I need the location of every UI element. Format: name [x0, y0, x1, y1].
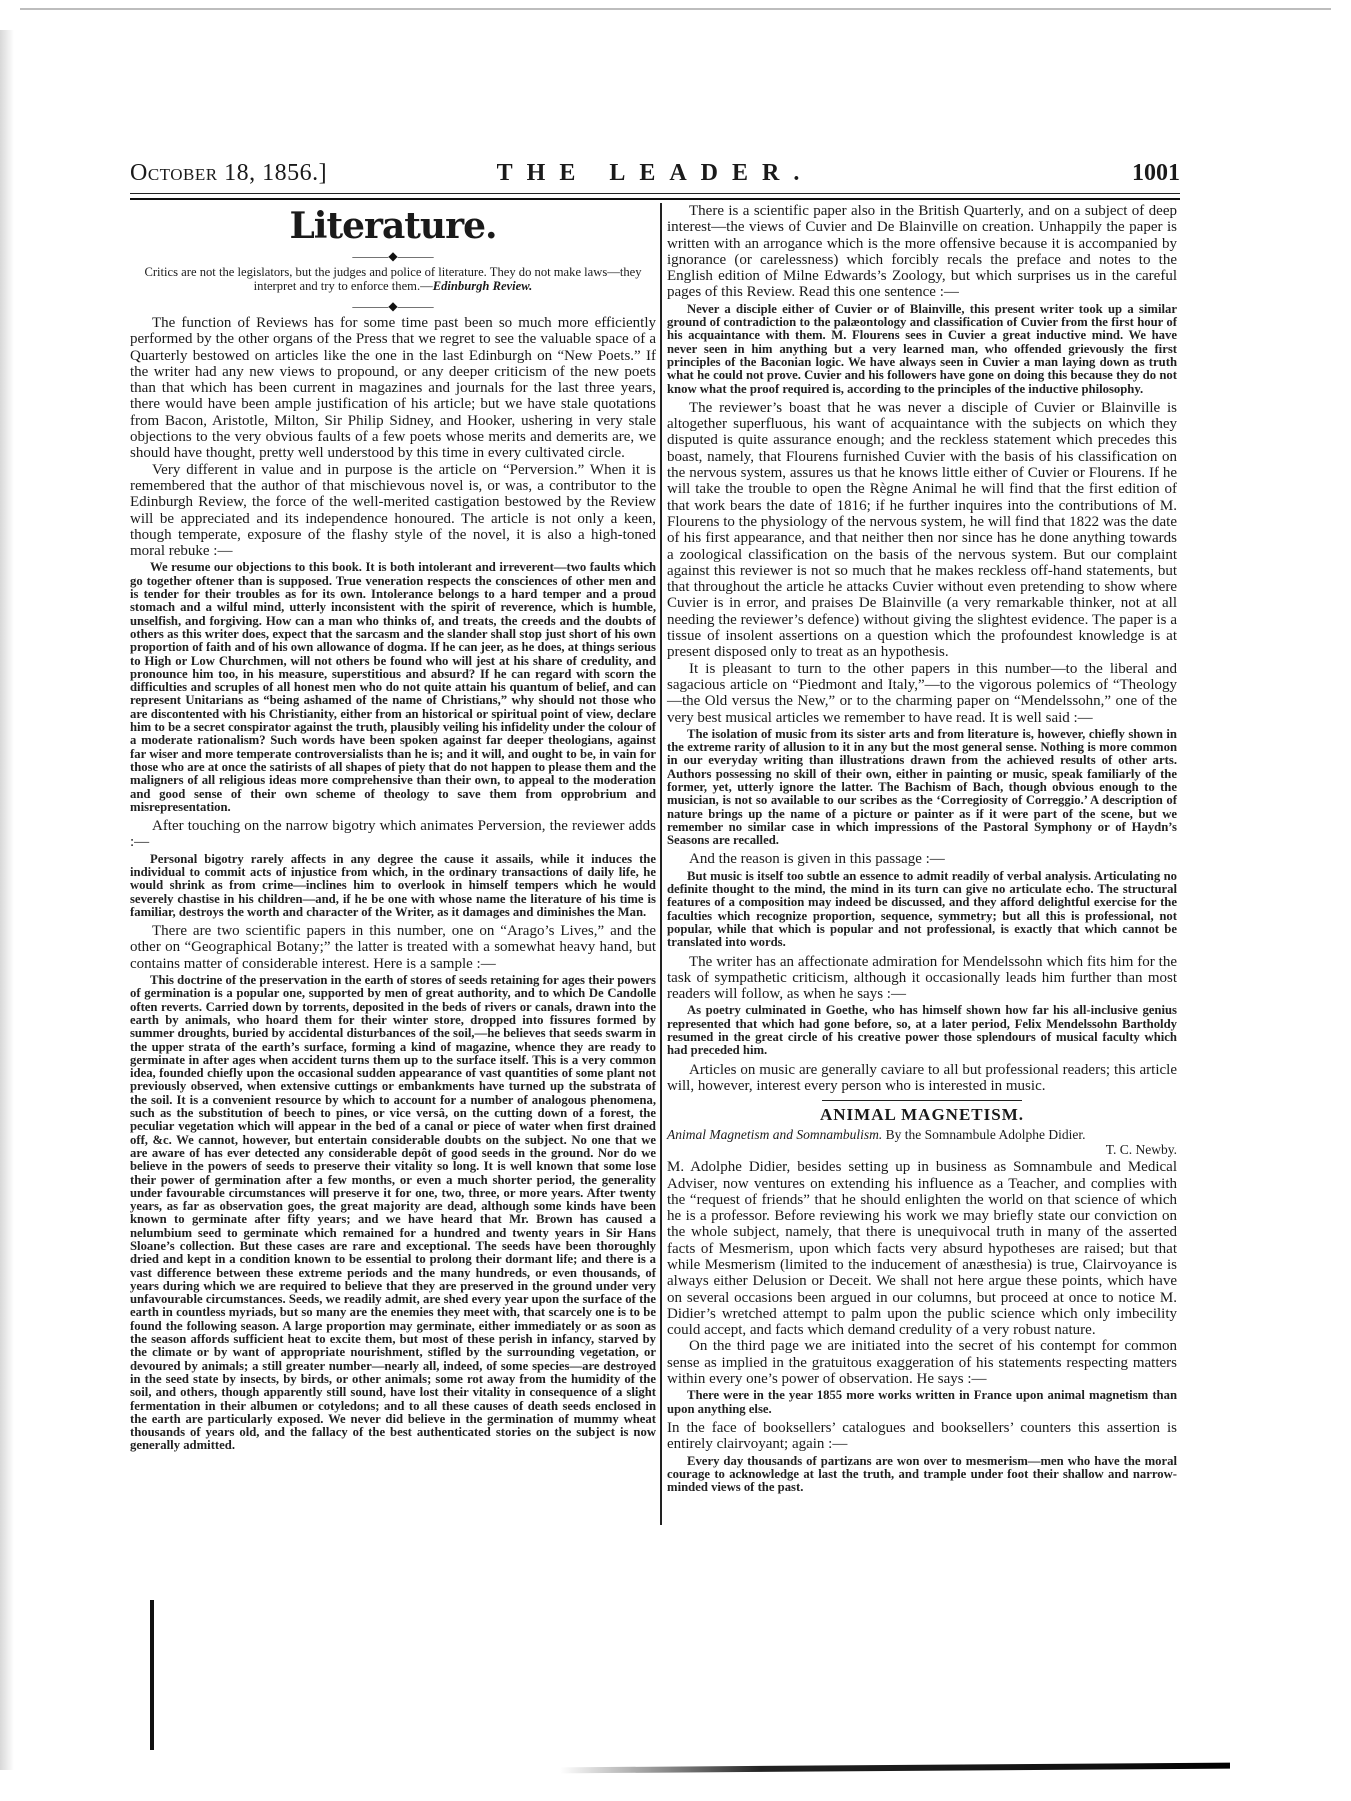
citation-title: Animal Magnetism and Somnambulism. [667, 1127, 883, 1143]
paragraph: The function of Reviews has for some time past been so much more efficiently performed by the other organs of the Press that we regret to see the valuable space of a Quarterly bestowed on articles like the one in the last Edinburgh on “New Poets.” If the writer had any new views to propound, or any deeper criticism of the new poets than that which has been current in magazines and journals for the last three years, there would have been ample justification of his article; but we have stale quotations from Bacon, Aristotle, Milton, Sir Philip Sidney, and Hooker, ushering in very stale objections to the very obvious faults of a few poets whose merits and demerits are, we should have thought, pretty well understood by this time in every cultivated circle. [130, 315, 656, 462]
paragraph: In the face of booksellers’ catalogues and booksellers’ counters this assertion is entirely clairvoyant; again :— [667, 1419, 1177, 1453]
block-quote: Personal bigotry rarely affects in any degree the cause it assails, while it induces the individual to commit acts of injustice from which, in the ordinary transactions of daily life, he would shrink as from crime—inclines him to overlook in himself tempers which he would severely chastise in his children—and, if he be one with whose name the literature of his time is familiar, destroys the worth and character of the Writer, as it damages and diminishes the Man. [130, 851, 656, 919]
issue-date-month: October [130, 160, 218, 186]
block-quote: The isolation of music from its sister arts and from literature is, however, chiefly shown in the extreme rarity of allusion to it in any but the most general sense. Nothing is more common in our everyday writing than illustrations drawn from the achieved results of other arts. Authors possessing no skill of their own, either in painting or music, speak familiarly of the former, yet, utterly ignore the latter. The Bachism of Bach, though obvious enough to the musician, is not so available to our scribes as the ‘Corregiosity of Correggio.’ A description of nature brings up the name of a picture or painter as if it were part of the scene, but we remember no similar case in which impressions of the Pastoral Symphony or of Haydn’s Seasons are recalled. [667, 726, 1177, 848]
article-rule [822, 1100, 1022, 1101]
epigraph-source: Edinburgh Review. [432, 279, 533, 293]
right-column [667, 203, 1177, 1498]
block-quote: But music is itself too subtle an essence to admit readily of verbal analysis. Articulating no definite thought to the mind, the mind in its turn can give no articulate echo. The structural features of a composition may indeed be discussed, and they afford delightful exercise for the faculties which recognize proportion, sequence, symmetry; but all this is professional, not popular, while that which is popular and not professional, is exactly that which cannot be translated into words. [667, 868, 1177, 950]
block-quote: Never a disciple either of Cuvier or of Blainville, this present writer took up a similar ground of contradiction to the palæontology and classification of Cuvier from the first hour of his acquaintance with them. M. Flourens sees in Cuvier a great inductive mind. We have never seen in him anything but a very learned man, who offended grievously the first principles of the Baconian logic. We have always seen in Cuvier a man laying down as truth what he could not prove. Cuvier and his followers have gone on doing this because they do not know what the proof required is, according to the principles of the inductive philosophy. [667, 301, 1177, 396]
bottom-edge-smudge [560, 1763, 1230, 1774]
paragraph: Very different in value and in purpose is the article on “Perversion.” When it is remembered that the author of that mischievous novel is, or was, a contributor to the Edinburgh Review, the force of the well-merited castigation bestowed by the Review will be appreciated and its independence honoured. The article is not only a keen, though temperate, exposure of the flashy style of the novel, it is also a high-toned moral rebuke :— [130, 461, 656, 560]
paragraph: After touching on the narrow bigotry which animates Perversion, the reviewer adds :— [130, 818, 656, 851]
book-citation [667, 1127, 1177, 1142]
ornament-divider-2: ———◆——— [352, 299, 434, 313]
citation-author: By the Somnambule Adolphe Didier. [885, 1127, 1086, 1143]
left-column [130, 203, 656, 1457]
paragraph: The writer has an affectionate admiration for Mendelssohn which fits him for the task of sympathetic criticism, although it occasionally leads him further than most readers will follow, as when he says :— [667, 953, 1177, 1003]
block-quote: There were in the year 1855 more works written in France upon animal magnetism than upon anything else. [667, 1388, 1177, 1416]
paragraph: The reviewer’s boast that he was never a disciple of Cuvier or Blainville is altogether superfluous, his want of acquaintance with the subjects on which they disputed is quite assurance enough; and the reckless statement which precedes this boast, namely, that Flourens furnished Cuvier with the basis of his classification on the nervous system, assures us that he knows little either of Cuvier or Flourens. If he will take the trouble to open the Règne Animal he will find that the first edition of that work bears the date of 1816; if he further inquires into the contributions of M. Flourens to the physiology of the nervous system, he will find that 1822 was the date of his first appearance, and that neither then nor since has he done anything towards a zoological classification on the basis of the nervous system. But our complaint against this reviewer is not so much that he makes reckless off-hand statements, but that throughout the article he attacks Cuvier without even pretending to show where Cuvier is in error, and praises De Blainville (a very remarkable thinker, not at all needing the reviewer’s defence) without giving the slightest evidence. The paper is a tissue of insolent assertions on a question which the profoundest knowledge is at present disposed only to treat as an hypothesis. [667, 399, 1177, 661]
section-title: Literature. [289, 205, 497, 247]
page-number: 1001 [1132, 160, 1180, 186]
paragraph: On the third page we are initiated into the secret of his contempt for common sense as implied in the gratuitous exaggeration of his statements respecting matters within every one’s power of observation. He says :— [667, 1338, 1177, 1388]
header-rule [130, 193, 1180, 200]
column-divider [660, 203, 662, 1525]
masthead: THE LEADER. [496, 160, 814, 186]
epigraph [130, 265, 656, 293]
top-edge-rule [20, 8, 1331, 10]
paragraph: M. Adolphe Didier, besides setting up in business as Somnambule and Medical Adviser, now ventures on extending his influence as a Teacher, and complies with the “request of friends” that he should enlighten the world on that science of which he is a professor. Before reviewing his work we may briefly state our conviction on the whole subject, namely, that there is unequivocal truth in many of the asserted facts of Mesmerism, upon which facts very absurd hypotheses are raised; but that while Mesmerism (limited to the inducement of anæsthesia) is true, Clairvoyance is always either Delusion or Deceit. We shall not here argue these points, which have on several occasions been argued in our columns, but proceed at once to notice M. Didier’s wretched attempt to palm upon the public science which only imbecility could accept, and facts which demand credulity of a very robust nature. [667, 1159, 1177, 1339]
page-header [130, 150, 1180, 190]
block-quote: As poetry culminated in Goethe, who has himself shown how far his all-inclusive genius represented that which had gone before, so, at a later period, Felix Mendelssohn Bartholdy resumed in the great circle of his creative power those splendours of musical faculty which had preceded him. [667, 1003, 1177, 1058]
block-quote: This doctrine of the preservation in the earth of stores of seeds retaining for ages their powers of germination is a popular one, supported by men of great authority, and to which De Candolle often reverts. Carried down by torrents, deposited in the beds of rivers or canals, drawn into the earth by animals, who hoard them for their winter store, dropped into fissures formed by summer droughts, buried by accidental disturbances of the soil,—he believes that seeds swarm in the upper strata of the earth’s surface, forming a kind of magazine, whence they are ready to germinate in after ages when accident turns them up to the surface itself. This is a very common idea, founded chiefly upon the occasional sudden appearance of vast quantities of some plant not previously observed, when extensive cuttings or embankments have turned up the substrata of the soil. It is a convenient resource by which to account for a number of analogous phenomena, such as the substitution of beech to pines, or vice versâ, on the cutting down of a forest, the peculiar vegetation which will appear in the bed of a canal or piece of water when first drained off, &c. We cannot, however, but entertain considerable doubts on the subject. No one that we are aware of has ever detected any considerable depôt of good seeds in the ground. Nor do we believe in the powers of seeds to preserve their vitality so long. It is well known that some lose their power of germination after a few months, or even a much shorter period, the generality under favourable circumstances will preserve it for one, two, three, or more years. After twenty years, as far as observation goes, the great majority are dead, although some kinds have been known to germinate after fifty years; and we have heard that Mr. Brown has caused a nelumbium seed to germinate which remained for a hundred and twenty years in Sir Hans Sloane’s collection. But these cases are rare and exceptional. The seeds have been thoroughly dried and kept in a condition known to be essential to prolong their dormant life; and there is a vast difference between these extreme periods and the many hundreds, or even thousands, of years during which we are required to believe that they are preserved in the ground under very unfavourable circumstances. Seeds, we readily admit, are shed every year upon the surface of the earth in countless myriads, but so many are the enemies they meet with, that scarcely one is to be found the following season. A large proportion may germinate, either immediately or as soon as the season affords sufficient heat to excite them, but most of these perish in infancy, starved by the climate or by want of appropriate nourishment, stifled by the surrounding vegetation, or devoured by animals; a still greater number—nearly all, indeed, of some species—are destroyed in the seed state by insects, by birds, or other animals; some rot away from the humidity of the soil, and others, though apparently still sound, have lost their vitality in consequence of a slight fermentation in their albumen or cotyledons; and to all these causes of death seeds enclosed in the earth are particularly exposed. We never did believe in the germination of mummy wheat thousands of years old, and the fallacy of the best authenticated stories on the subject is now generally admitted. [130, 973, 656, 1453]
epigraph-text: Critics are not the legislators, but the judges and police of literature. They do not make laws—they interpret and try to enforce them.— [144, 265, 642, 293]
issue-date-rest: 18, 1856.] [224, 160, 328, 186]
paragraph: And the reason is given in this passage :— [689, 851, 945, 868]
binding-shadow [0, 30, 14, 1770]
binding-mark [150, 1600, 154, 1750]
ornament-divider: ———◆——— [352, 249, 434, 263]
block-quote: We resume our objections to this book. It is both intolerant and irreverent—two faults which go together oftener than is supposed. True veneration respects the consciences of other men and is tender for their troubles as for its own. Intolerance belongs to a hard temper and a proud stomach and a wilful mind, utterly inconsistent with the spirit of reverence, which is humble, unselfish, and forgiving. How can a man who thinks of, and treats, the creeds and the doubts of others as this writer does, expect that the sarcasm and the slander shall stop just short of his own proportion of faith and of his own allowance of dogma. If he can jeer, as he does, at things serious to High or Low Churchmen, will not others be found who will jest at his share of credulity, and pronounce him too, in his measure, superstitious and absurd? If he can regard with scorn the difficulties and scruples of all honest men who do not quite attain his quantum of belief, and can represent Unitarians as “being ashamed of the name of Christians,” why should not those who are discontented with his Christianity, either from an historical or spiritual point of view, declare him to be a secret conspirator against the truth, plausibly veiling his infidelity under the colour of a moderate rationalism? Such words have been spoken against far deeper theologians, against far wiser and more temperate controversialists than he is; and it will, and ought to be, in vain for those who are at once the satirists of all shapes of piety that do not happen to please them and the maligners of all religious ideas more comprehensive than their own, to appeal to the moderation and good sense of their own scheme of theology to save them from opprobrium and misrepresentation. [130, 560, 656, 814]
paragraph: There are two scientific papers in this number, one on “Arago’s Lives,” and the other on “Geographical Botany;” the latter is treated with a somewhat heavy hand, but contains matter of considerable interest. Here is a sample :— [130, 923, 656, 972]
article-heading: ANIMAL MAGNETISM. [819, 1105, 1024, 1125]
paragraph: It is pleasant to turn to the other papers in this number—to the liberal and sagacious article on “Piedmont and Italy,”—to the vigorous polemics of “Theology—the Old versus the New,” or to the charming paper on “Mendelssohn,” one of the very best musical articles we remember to have read. It is well said :— [667, 660, 1177, 726]
paragraph: Articles on music are generally caviare to all but professional readers; this article will, however, interest every person who is interested in music. [667, 1061, 1177, 1094]
publisher: T. C. Newby. [1105, 1142, 1177, 1158]
paragraph: There is a scientific paper also in the British Quarterly, and on a subject of deep interest—the views of Cuvier and De Blainville on creation. Unhappily the paper is written with an arrogance which is the more offensive because it is accompanied by ignorance (or carelessness) which forcibly recals the preface and notes to the English edition of Milne Edwards’s Zoology, but which surprises us in the careful pages of this Review. Read this one sentence :— [667, 203, 1177, 301]
block-quote: Every day thousands of partizans are won over to mesmerism—men who have the moral courage to acknowledge at last the truth, and trample under foot their shallow and narrow-minded views of the past. [667, 1453, 1177, 1495]
